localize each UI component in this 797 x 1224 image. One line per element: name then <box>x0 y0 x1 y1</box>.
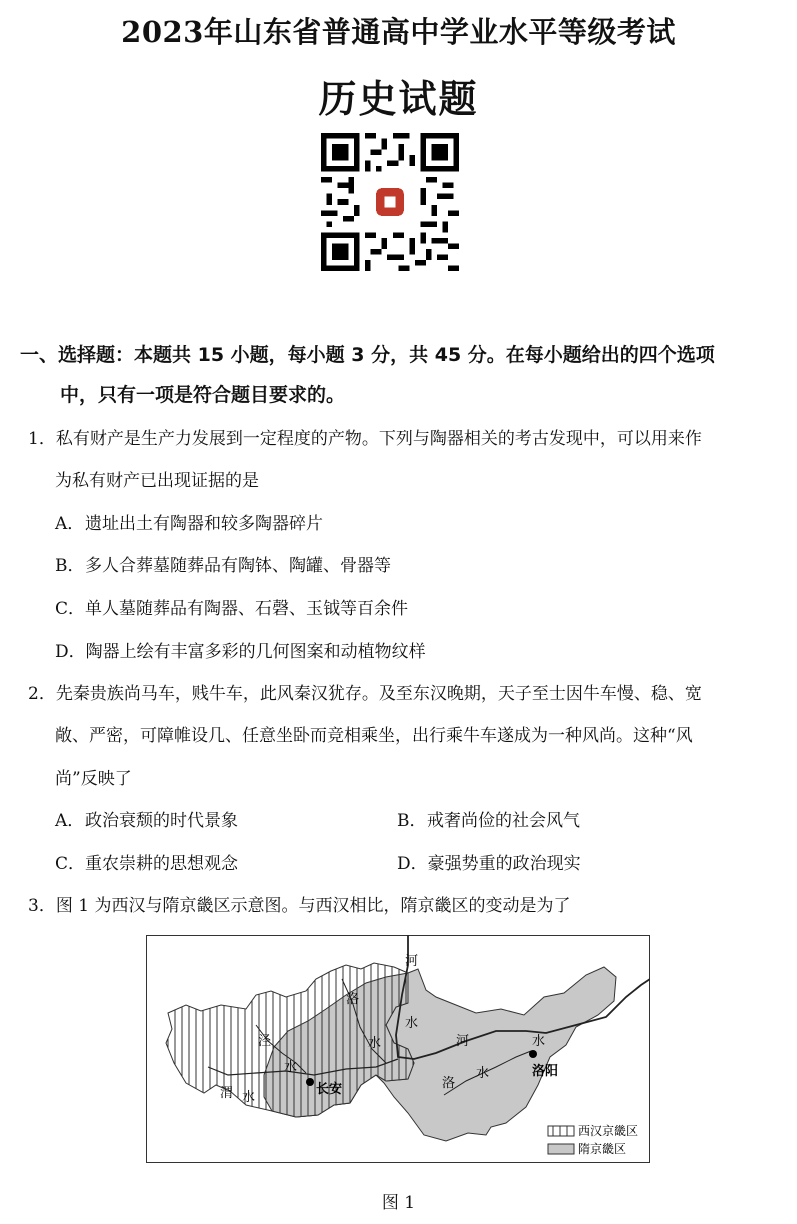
exam-title: 2023年山东省普通高中学业水平等级考试 <box>121 15 676 49</box>
question-2-stem-line1: 2．先秦贵族尚马车，贱牛车，此风秦汉犹存。及至东汉晚期，天子至士因牛车慢、稳、宽 <box>28 684 702 704</box>
question-2-option-b: B．戒奢尚俭的社会风气 <box>397 811 580 831</box>
map-label-shui-d: 水 <box>242 1090 256 1105</box>
question-3-stem-line1: 3．图 1 为西汉与隋京畿区示意图。与西汉相比，隋京畿区的变动是为了 <box>28 896 571 916</box>
question-2-option-a: A．政治衰颓的时代景象 <box>55 811 238 831</box>
luoyang-marker <box>529 1050 537 1058</box>
question-1-option-c: C．单人墓随葬品有陶器、石磬、玉钺等百余件 <box>55 599 409 619</box>
question-number: 1． <box>28 429 56 449</box>
legend-xihan: 西汉京畿区 <box>578 1124 639 1138</box>
legend-sui: 隋京畿区 <box>578 1142 627 1156</box>
question-number: 3． <box>28 896 56 916</box>
section-instructions-line2: 中，只有一项是符合题目要求的。 <box>60 384 346 406</box>
question-2-stem-line2: 敞、严密，可障帷设几、任意坐卧而竞相乘坐，出行乘牛车遂成为一种风尚。这种“风 <box>55 726 693 746</box>
qr-code-image <box>321 133 459 271</box>
map-label-luo-top: 洛 <box>346 992 360 1007</box>
question-2-option-d: D．豪强势重的政治现实 <box>397 854 581 874</box>
question-2-stem-line3: 尚”反映了 <box>55 769 132 789</box>
question-2-option-c: C．重农崇耕的思想观念 <box>55 854 239 874</box>
map-label-he-mid: 河 <box>456 1034 470 1049</box>
map-label-changan: 长安 <box>316 1082 343 1097</box>
question-1-option-d: D．陶器上绘有丰富多彩的几何图案和动植物纹样 <box>55 642 426 662</box>
map-label-shui-f: 水 <box>476 1066 490 1081</box>
question-number: 2． <box>28 684 56 704</box>
figure-caption: 图 1 <box>381 1193 416 1213</box>
paper-title: 历史试题 <box>318 76 479 121</box>
map-label-he-top: 河 <box>405 954 419 969</box>
map-label-jing: 泾 <box>258 1034 272 1049</box>
question-1-stem-line1: 1．私有财产是生产力发展到一定程度的产物。下列与陶器相关的考古发现中，可以用来作 <box>28 429 702 449</box>
map-label-luoyang: 洛阳 <box>532 1064 559 1079</box>
map-label-wei: 渭 <box>220 1086 234 1101</box>
changan-marker <box>306 1078 314 1086</box>
map-label-shui-b: 水 <box>368 1036 382 1051</box>
section-instructions-line1: 一、选择题：本题共 15 小题，每小题 3 分，共 45 分。在每小题给出的四个选项 <box>20 344 715 366</box>
map-label-luo-bottom: 洛 <box>442 1076 456 1091</box>
figure-1-map <box>146 935 650 1163</box>
question-1-option-b: B．多人合葬墓随葬品有陶钵、陶罐、骨器等 <box>55 556 391 576</box>
map-label-shui-c: 水 <box>284 1060 298 1075</box>
question-1-option-a: A．遗址出土有陶器和较多陶器碎片 <box>55 514 323 534</box>
map-label-shui-a: 水 <box>405 1016 419 1031</box>
map-label-shui-e: 水 <box>532 1034 546 1049</box>
question-1-stem-line2: 为私有财产已出现证据的是 <box>55 471 259 491</box>
